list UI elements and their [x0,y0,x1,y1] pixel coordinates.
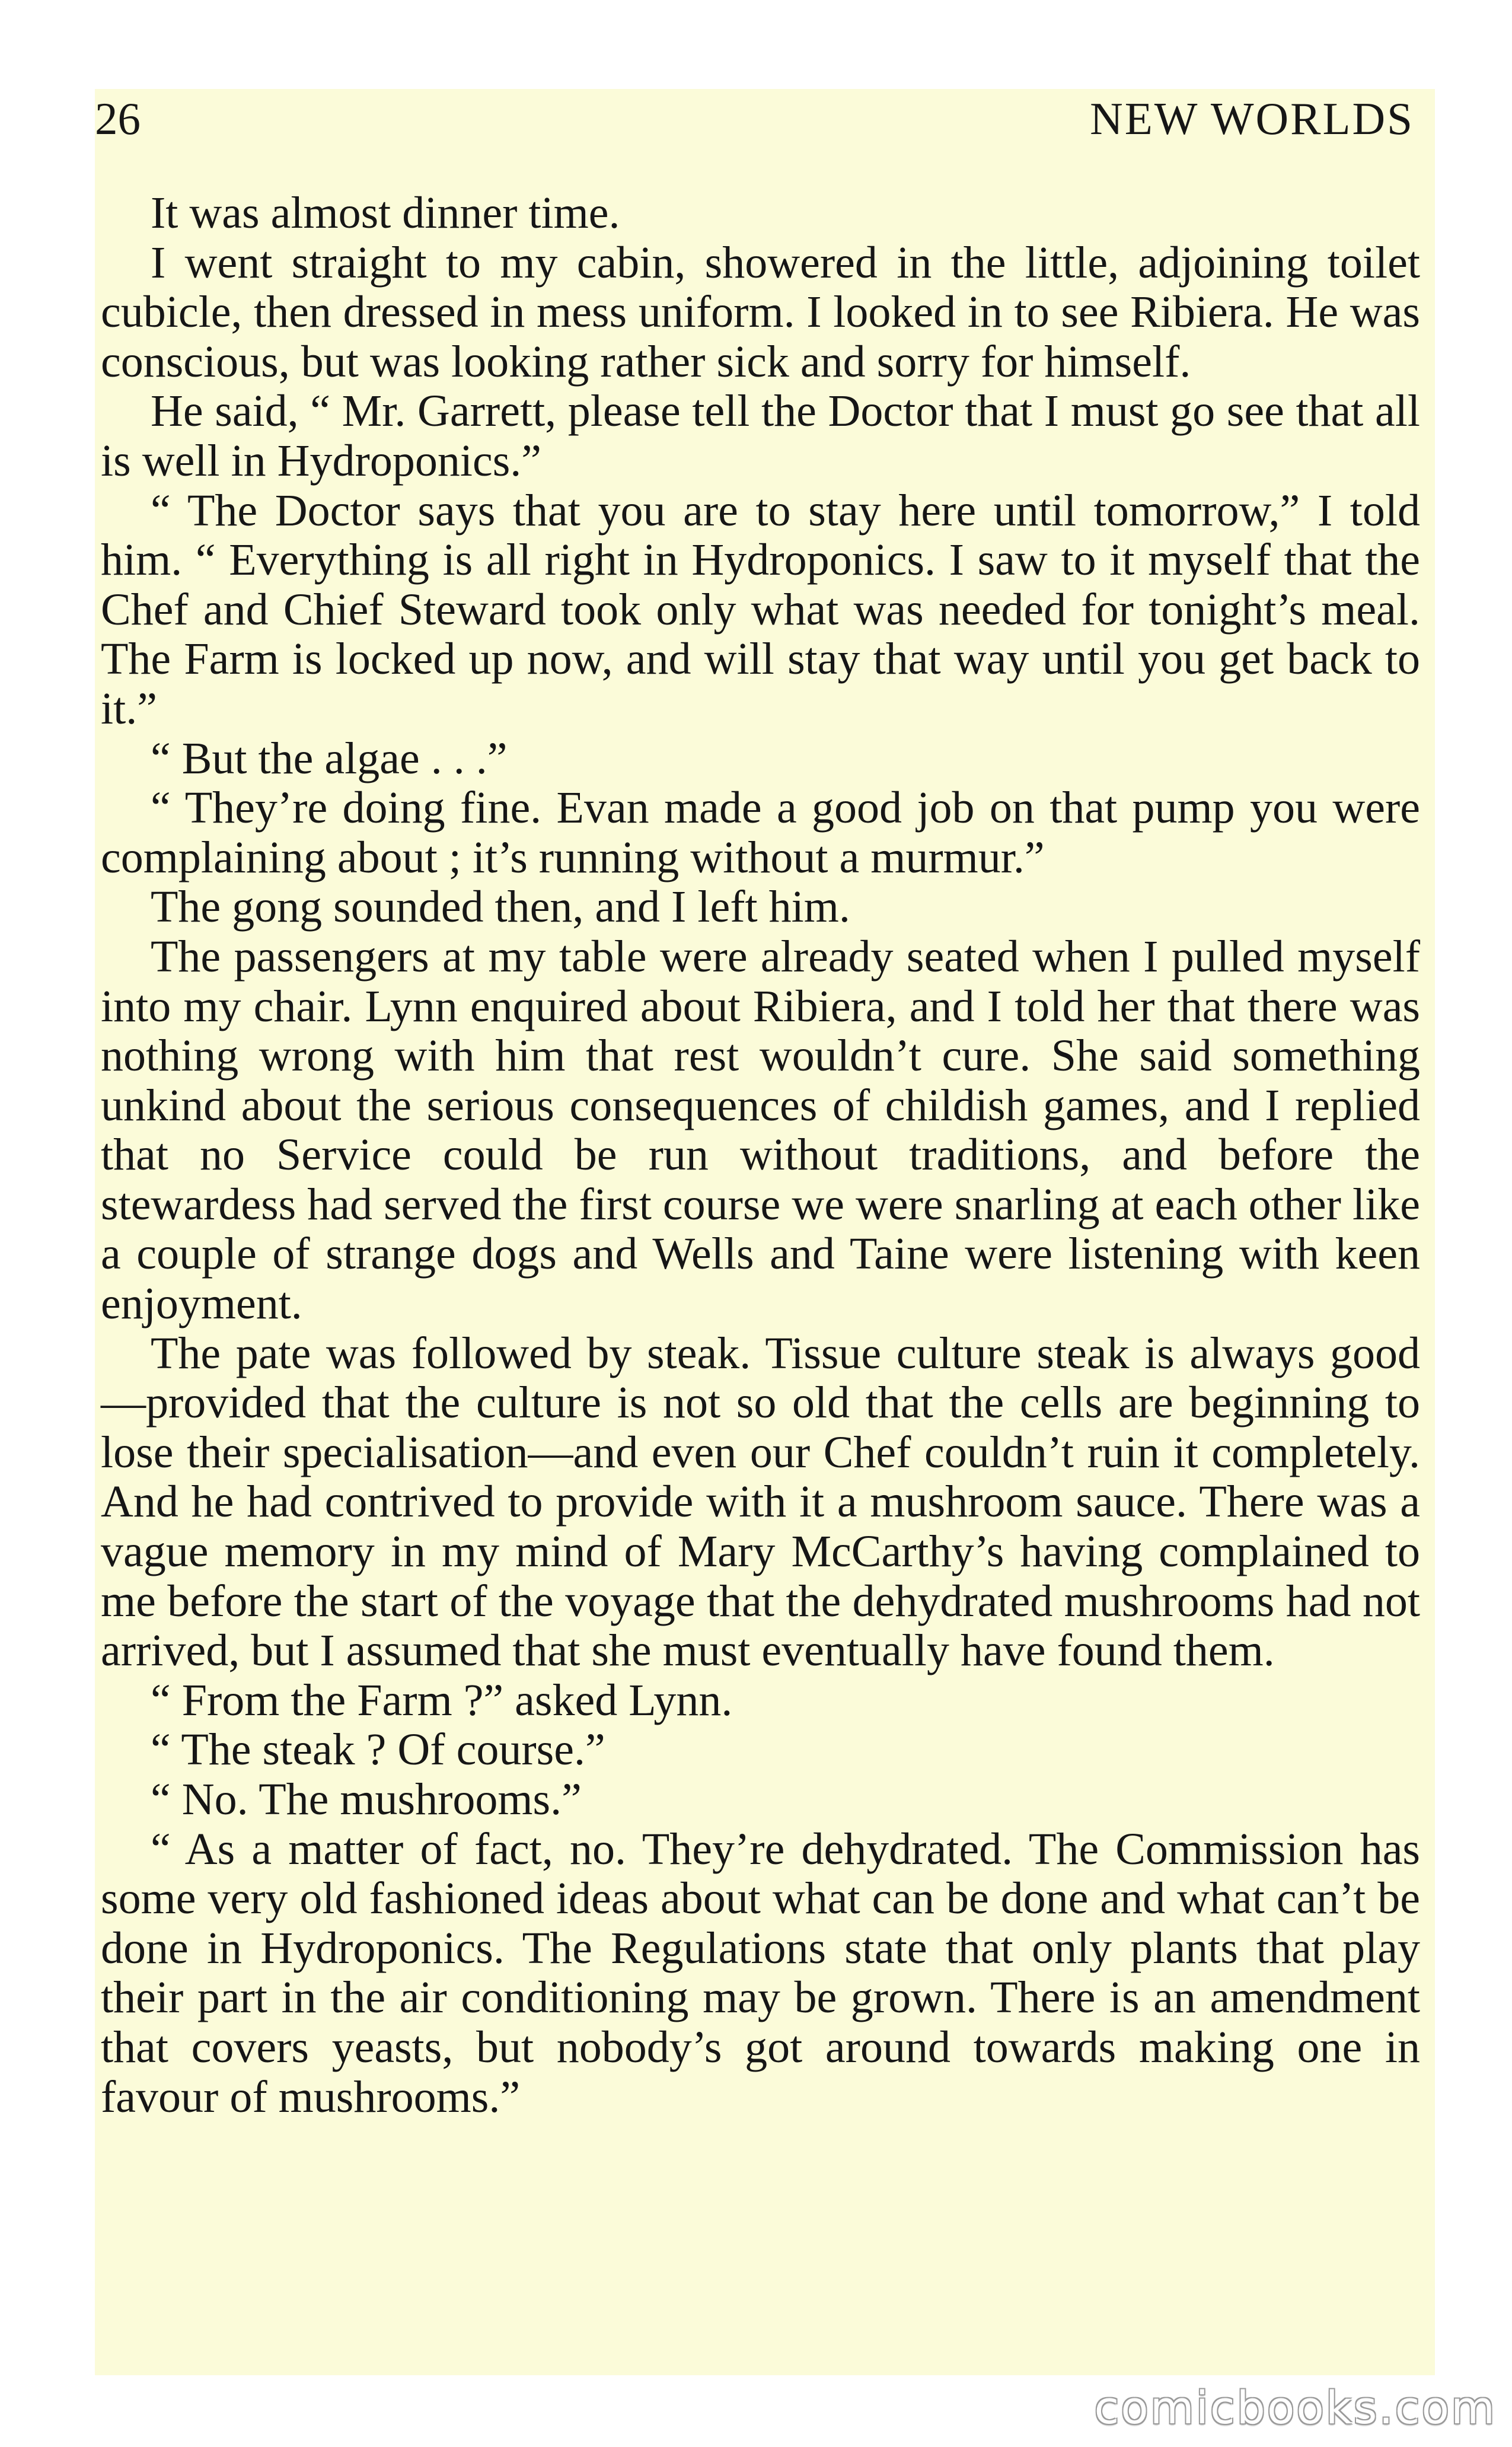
page-header [95,89,1414,148]
paragraph: The gong sounded then, and I left him. [151,882,850,932]
paragraph: “ But the algae . . .” [151,733,508,783]
paragraph: I went straight to my cabin, showered in the little, adjoining toilet cubicle, then dressed in mess uniform. I looked in to see Ribiera. He was conscious, but was looking rather sick and sorry for himself. [101,237,1420,387]
paragraph: “ The steak ? Of course.” [151,1725,605,1775]
page-number: 26 [95,93,141,144]
paragraph: “ From the Farm ?” asked Lynn. [151,1675,733,1725]
story-text [101,189,1420,2122]
paragraph: The pate was followed by steak. Tissue culture steak is always good—provided that the culture is not so old that the cells are beginning to lose their specialisation—and even our Chef couldn’t ruin it completely. And he had contrived to provide with it a mushroom sauce. There was a vague memory in my mind of Mary McCarthy’s having complained to me before the start of the voyage that the dehydrated mushrooms had not arrived, but I assumed that she must eventually have found them. [101,1328,1420,1676]
paragraph: It was almost dinner time. [151,188,620,238]
paragraph: The passengers at my table were already seated when I pulled myself into my chair. Lynn enquired about Ribiera, and I told her that there was nothing wrong with him that rest wouldn’t cure. She said something unkind about the serious consequences of childish games, and I replied that no Service could be run without traditions, and before the stewardess had served the first course we were snarling at each other like a couple of strange dogs and Wells and Taine were listening with keen enjoyment. [101,931,1420,1329]
paragraph: He said, “ Mr. Garrett, please tell the Doctor that I must go see that all is well in Hydroponics.” [101,386,1420,486]
paragraph: “ They’re doing fine. Evan made a good job on that pump you were complaining about ; it’s running without a murmur.” [101,783,1420,882]
watermark-logo: comicbooks.com [1094,2381,1497,2434]
paragraph: “ The Doctor says that you are to stay here until tomorrow,” I told him. “ Everything is all right in Hydroponics. I saw to it myself that the Chef and Chief Steward took only what was needed for tonight’s meal. The Farm is locked up now, and will stay that way until you get back to it.” [101,485,1420,734]
paragraph: “ No. The mushrooms.” [151,1774,582,1824]
paragraph: “ As a matter of fact, no. They’re dehydrated. The Commission has some very old fashioned ideas about what can be done and what can’t be done in Hydroponics. The Regulations state that only plants that play their part in the air conditioning may be grown. There is an amendment that covers yeasts, but nobody’s got around towards making one in favour of mushrooms.” [101,1824,1420,2122]
running-title: NEW WORLDS [1090,93,1414,144]
